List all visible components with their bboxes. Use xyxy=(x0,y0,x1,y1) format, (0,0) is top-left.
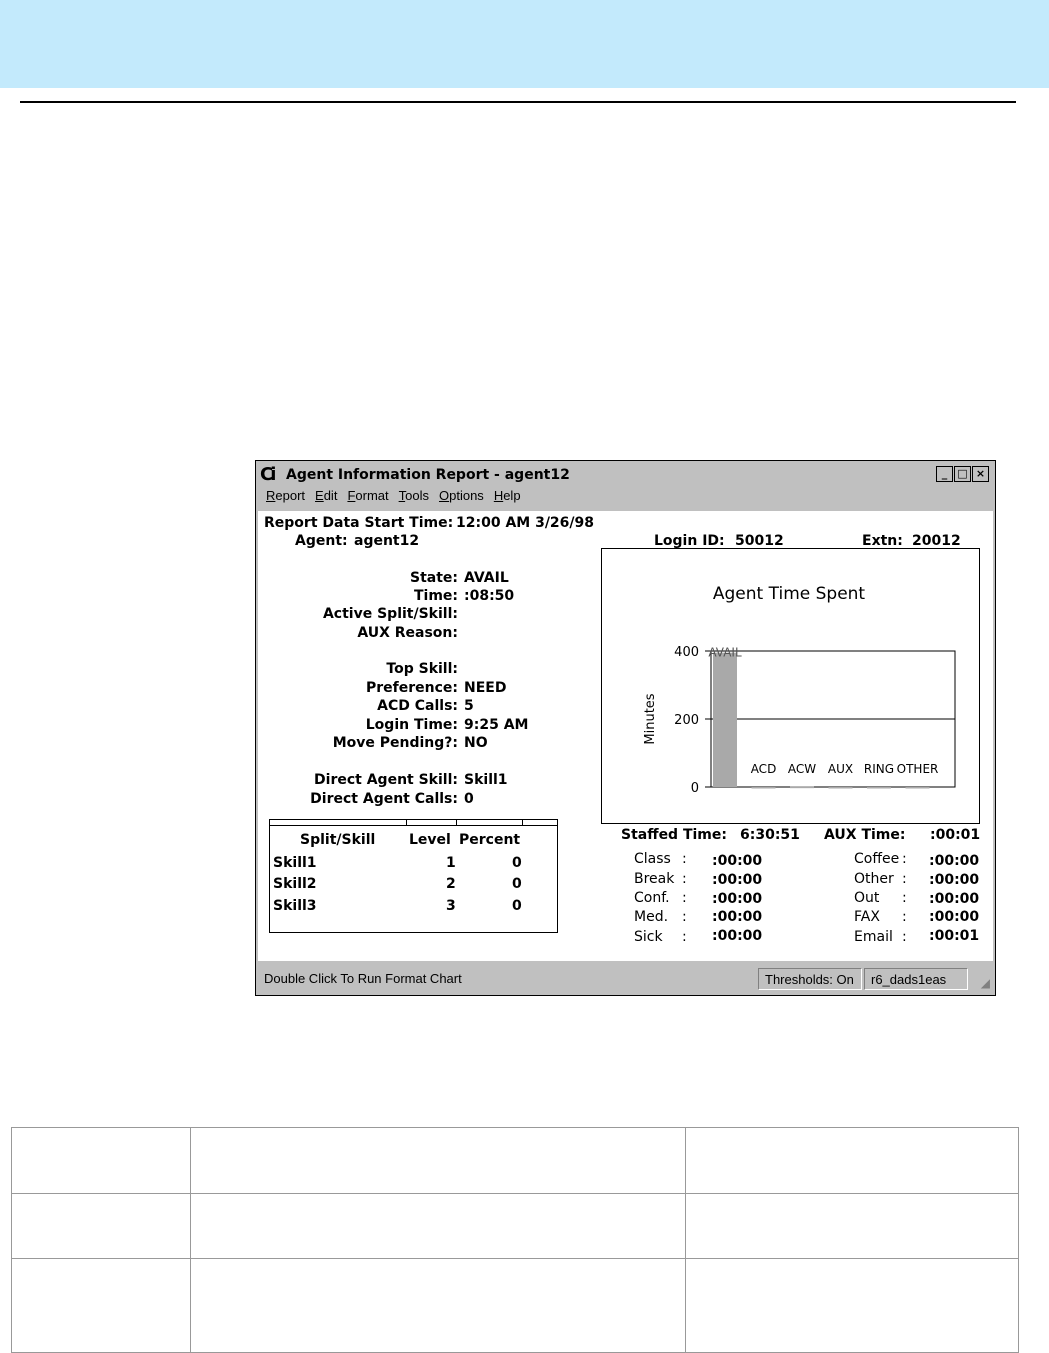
table-cell xyxy=(191,1259,686,1353)
bar-acd xyxy=(752,787,776,789)
skill-level: 3 xyxy=(446,898,456,914)
skill-level: 1 xyxy=(446,855,456,871)
bar-avail xyxy=(713,653,737,787)
report-content xyxy=(258,511,993,961)
sick-value: :00:00 xyxy=(712,928,763,944)
resize-grip-icon[interactable]: ◢ xyxy=(980,976,990,990)
login-time-value: 9:25 AM xyxy=(464,717,529,733)
table-cell xyxy=(686,1128,1019,1194)
staffed-time-label: Staffed Time: xyxy=(621,827,727,843)
med-label: Med. xyxy=(634,909,669,925)
start-time-value: 12:00 AM 3/26/98 xyxy=(456,515,595,531)
header-banner xyxy=(0,0,1049,88)
y-tick-label: 400 xyxy=(674,645,699,660)
skill-percent: 0 xyxy=(512,855,522,871)
skill-name: Skill2 xyxy=(273,876,317,892)
email-value: :00:01 xyxy=(929,928,980,944)
menu-bar xyxy=(258,488,523,508)
server-status: r6_dads1eas xyxy=(864,968,968,990)
chart-ylabel: Minutes xyxy=(643,693,658,745)
bar-label: ACD xyxy=(750,762,777,776)
colon-separator: : xyxy=(902,929,907,945)
direct-calls-label: Direct Agent Calls: xyxy=(310,791,458,807)
y-tick-label: 200 xyxy=(674,713,699,728)
window-controls xyxy=(935,466,989,482)
colon-separator: : xyxy=(902,890,907,906)
fax-label: FAX xyxy=(854,909,880,925)
skill-name: Skill3 xyxy=(273,898,317,914)
chart-frame[interactable] xyxy=(601,548,980,824)
thresholds-status: Thresholds: On xyxy=(758,968,862,990)
aux-time-label: AUX Time: xyxy=(824,827,906,843)
header-level: Level xyxy=(409,832,451,848)
time-label: Time: xyxy=(413,588,458,604)
colon-separator: : xyxy=(682,909,687,925)
aux-time-value: :00:01 xyxy=(930,827,981,843)
break-label: Break xyxy=(634,871,675,887)
break-value: :00:00 xyxy=(712,872,763,888)
bar-label: OTHER xyxy=(896,762,939,776)
med-value: :00:00 xyxy=(712,909,763,925)
sick-label: Sick xyxy=(634,929,663,945)
bar-label: ACW xyxy=(787,762,817,776)
skill-level: 2 xyxy=(446,876,456,892)
email-label: Email xyxy=(854,929,893,945)
document-table xyxy=(11,1127,1019,1353)
maximize-button[interactable]: □ xyxy=(954,466,971,482)
header-percent: Percent xyxy=(459,832,521,848)
direct-calls-value: 0 xyxy=(464,791,474,807)
state-label: State: xyxy=(409,570,458,586)
table-cell xyxy=(686,1259,1019,1353)
colon-separator: : xyxy=(682,929,687,945)
bar-label: AUX xyxy=(827,762,854,776)
bar-label: AVAIL xyxy=(708,645,742,660)
acd-calls-value: 5 xyxy=(464,698,474,714)
time-value: :08:50 xyxy=(464,588,515,604)
acd-calls-label: ACD Calls: xyxy=(377,698,458,714)
out-value: :00:00 xyxy=(929,891,980,907)
login-id-value: 50012 xyxy=(735,533,784,549)
class-value: :00:00 xyxy=(712,853,763,869)
agent-report-window xyxy=(255,460,996,996)
colon-separator: : xyxy=(902,909,907,925)
column-divider xyxy=(522,820,523,825)
coffee-label: Coffee xyxy=(854,851,900,867)
bar-ring xyxy=(867,787,891,789)
active-skill-label: Active Split/Skill: xyxy=(322,606,458,622)
agent-time-chart xyxy=(602,549,979,823)
menu-report[interactable]: Report xyxy=(266,488,306,503)
move-pending-value: NO xyxy=(464,735,488,751)
column-divider xyxy=(456,820,457,825)
chart-title: Agent Time Spent xyxy=(712,584,866,604)
menu-edit[interactable]: Edit xyxy=(315,488,338,503)
table-cell xyxy=(191,1128,686,1194)
table-cell xyxy=(191,1194,686,1259)
coffee-value: :00:00 xyxy=(929,853,980,869)
title-bar[interactable] xyxy=(258,463,993,487)
status-message: Double Click To Run Format Chart xyxy=(264,971,462,986)
preference-label: Preference: xyxy=(365,680,458,696)
preference-value: NEED xyxy=(464,680,507,696)
bar-aux xyxy=(829,787,853,789)
app-icon: Ci xyxy=(260,464,274,485)
window-title: Agent Information Report - agent12 xyxy=(286,467,570,483)
colon-separator: : xyxy=(682,871,687,887)
login-time-label: Login Time: xyxy=(365,717,458,733)
out-label: Out xyxy=(854,890,880,906)
class-label: Class xyxy=(634,851,671,867)
conf-value: :00:00 xyxy=(712,891,763,907)
y-tick-label: 0 xyxy=(690,781,699,796)
conf-label: Conf. xyxy=(634,890,670,906)
extn-label: Extn: xyxy=(862,533,903,549)
colon-separator: : xyxy=(902,871,907,887)
menu-tools[interactable]: Tools xyxy=(398,488,429,503)
bar-label: RING xyxy=(863,762,895,776)
agent-label: Agent: xyxy=(295,533,348,549)
menu-help[interactable]: Help xyxy=(493,488,521,503)
colon-separator: : xyxy=(682,890,687,906)
table-cell xyxy=(12,1259,191,1353)
skill-percent: 0 xyxy=(512,898,522,914)
header-rule xyxy=(20,101,1016,103)
aux-reason-label: AUX Reason: xyxy=(357,625,458,641)
start-time-label: Report Data Start Time: xyxy=(264,515,454,531)
table-cell xyxy=(12,1194,191,1259)
menu-format[interactable]: Format xyxy=(347,488,389,503)
skills-table[interactable] xyxy=(269,819,558,933)
direct-skill-value: Skill1 xyxy=(464,772,508,788)
header-split-skill: Split/Skill xyxy=(300,832,376,848)
move-pending-label: Move Pending?: xyxy=(332,735,458,751)
minimize-button[interactable]: _ xyxy=(936,466,953,482)
status-bar xyxy=(258,966,993,992)
extn-value: 20012 xyxy=(912,533,961,549)
bar-acw xyxy=(790,787,814,789)
login-id-label: Login ID: xyxy=(654,533,725,549)
menu-options[interactable]: Options xyxy=(438,488,484,503)
table-header-border xyxy=(270,820,557,826)
other-label: Other xyxy=(854,871,894,887)
fax-value: :00:00 xyxy=(929,909,980,925)
table-cell xyxy=(12,1128,191,1194)
skill-percent: 0 xyxy=(512,876,522,892)
close-button[interactable]: × xyxy=(972,466,989,482)
bar-other xyxy=(906,787,930,789)
other-value: :00:00 xyxy=(929,872,980,888)
agent-value: agent12 xyxy=(354,533,420,549)
skill-name: Skill1 xyxy=(273,855,317,871)
top-skill-label: Top Skill: xyxy=(386,661,458,677)
table-cell xyxy=(686,1194,1019,1259)
colon-separator: : xyxy=(682,851,687,867)
colon-separator: : xyxy=(902,851,907,867)
column-divider xyxy=(406,820,407,825)
staffed-time-value: 6:30:51 xyxy=(740,827,800,843)
direct-skill-label: Direct Agent Skill: xyxy=(314,772,458,788)
state-value: AVAIL xyxy=(464,570,509,586)
